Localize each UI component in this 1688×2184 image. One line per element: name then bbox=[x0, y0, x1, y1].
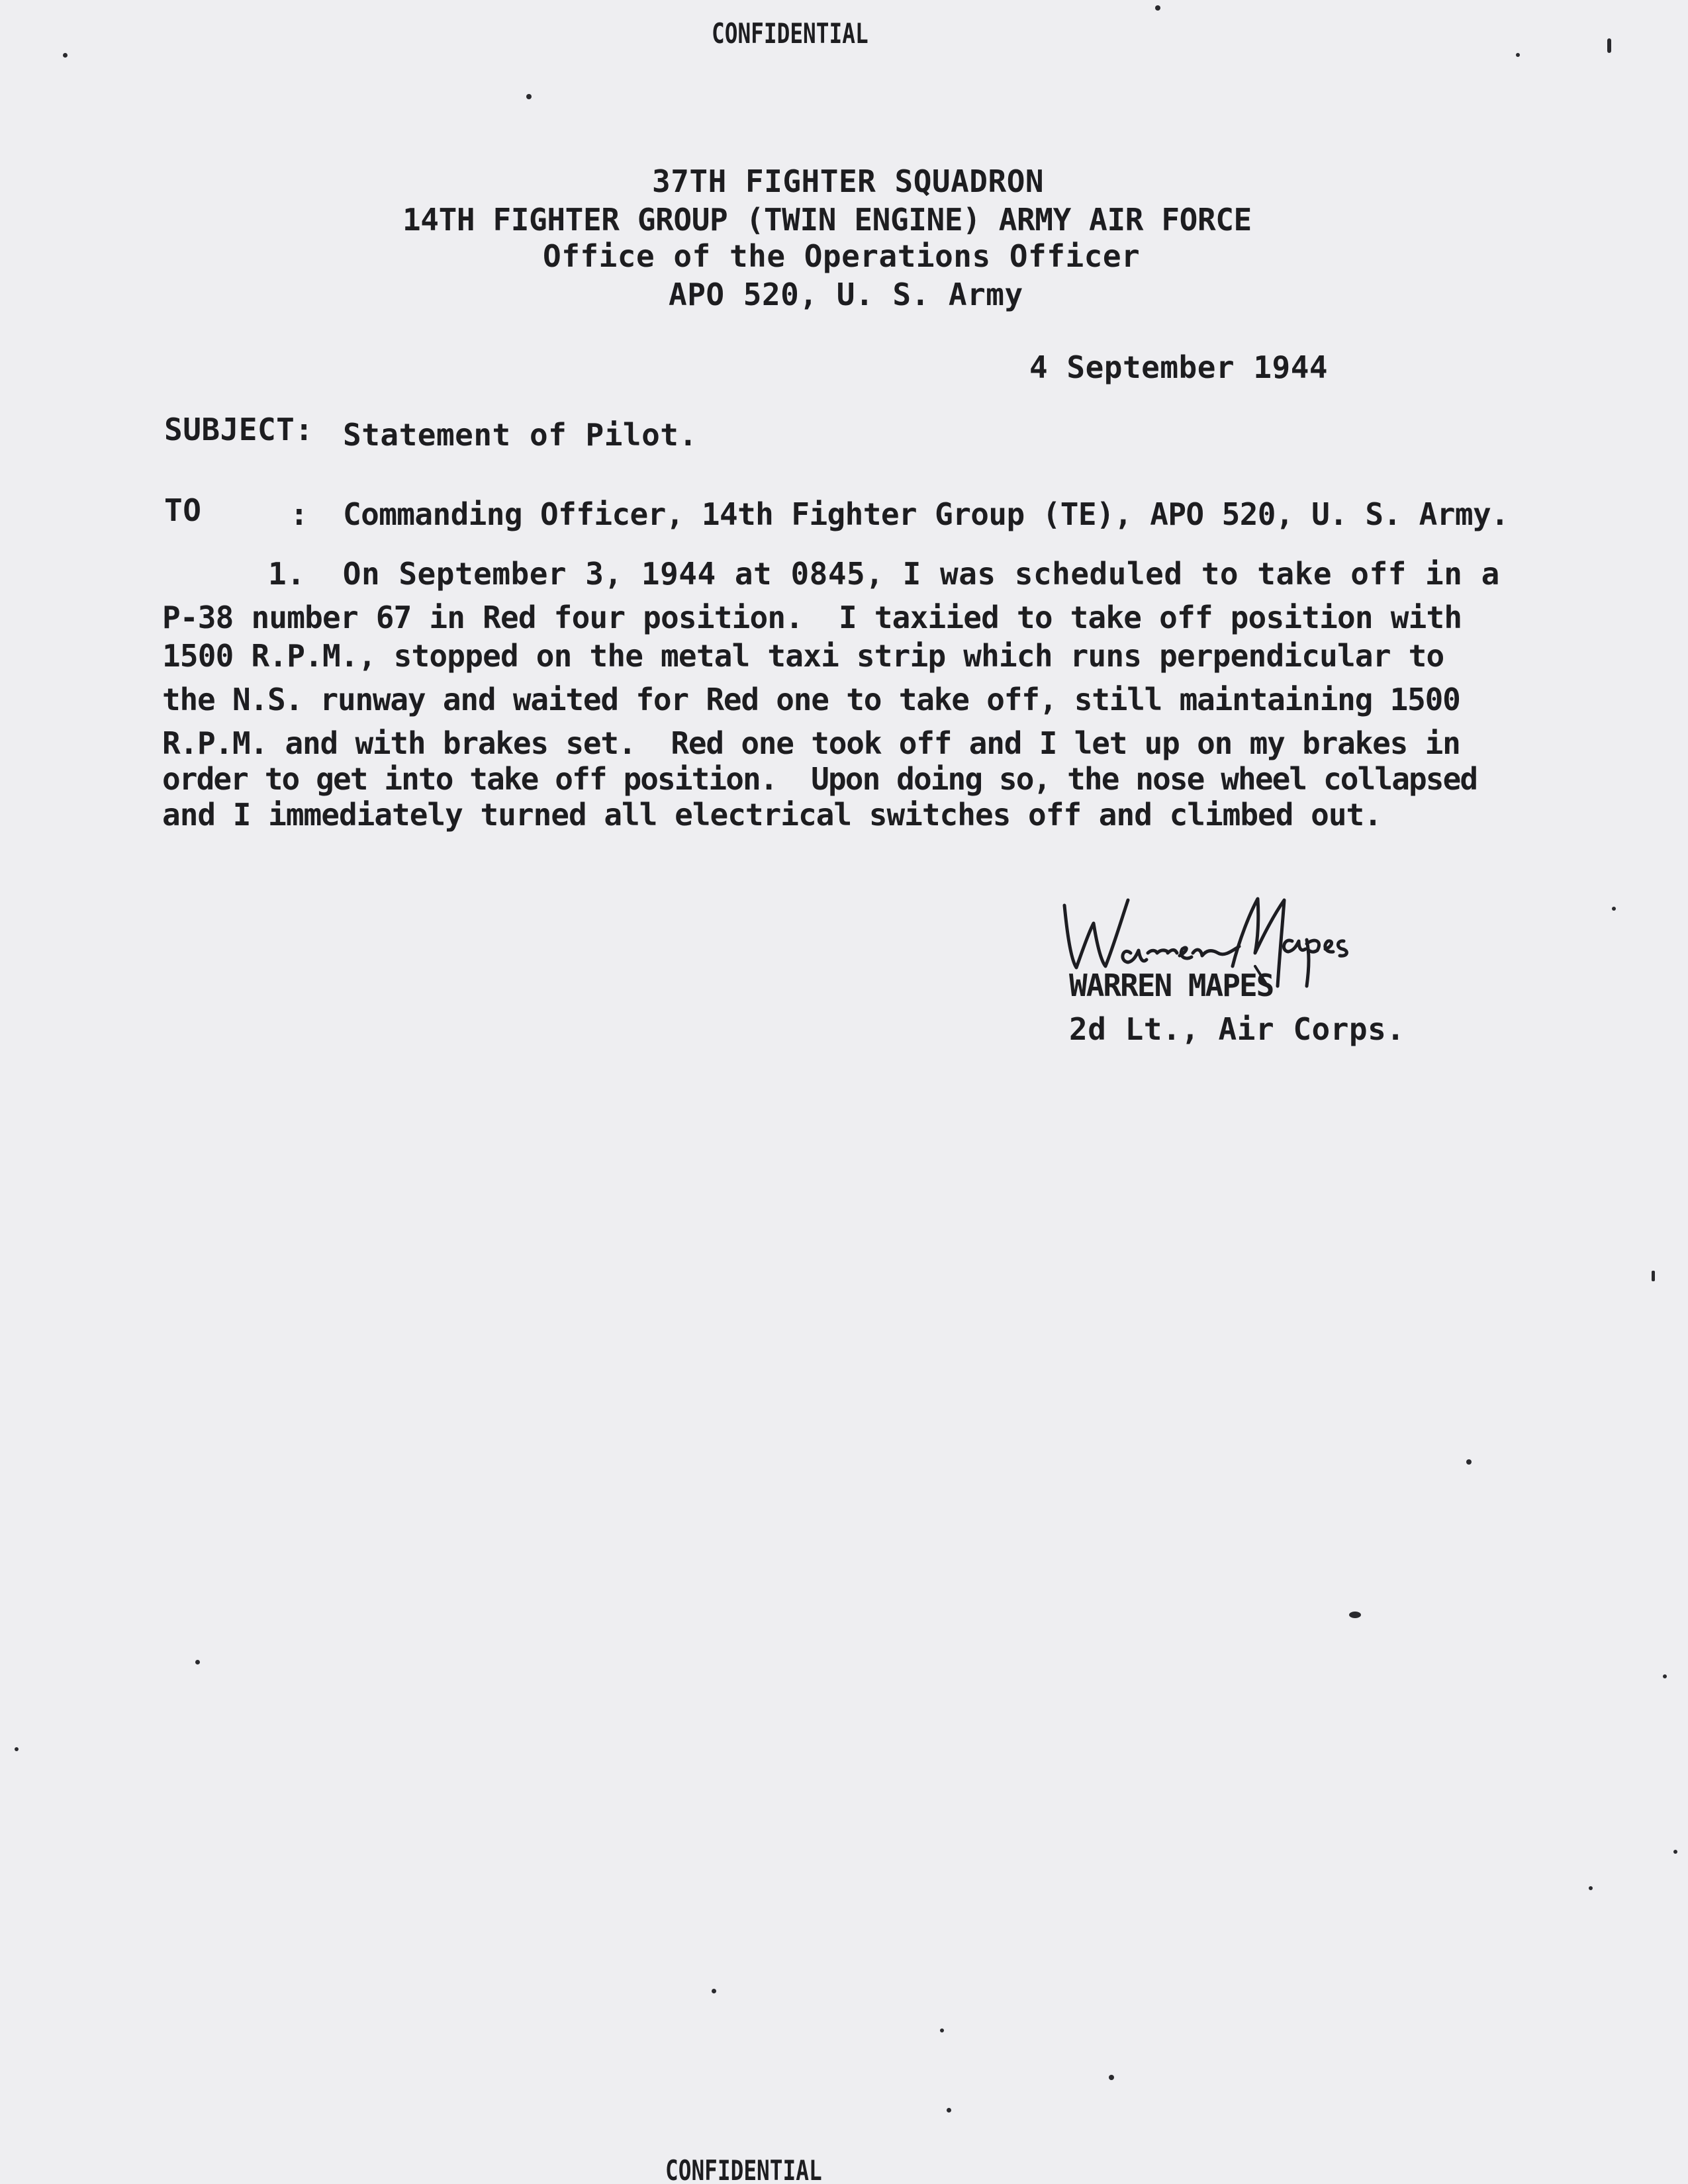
body-line: order to get into take off position. Upon doing so, the nose wheel collapsed bbox=[162, 761, 1477, 797]
letterhead-office: Office of the Operations Officer bbox=[543, 238, 1141, 274]
to-colon: : bbox=[290, 496, 309, 532]
to-text: Commanding Officer, 14th Fighter Group (TE), APO 520, U. S. Army. bbox=[343, 496, 1509, 532]
scan-speck bbox=[526, 94, 532, 99]
document-date: 4 September 1944 bbox=[1029, 349, 1329, 385]
scan-speck bbox=[195, 1660, 200, 1664]
body-line: P-38 number 67 in Red four position. I taxiied to take off position with bbox=[162, 600, 1462, 635]
to-label: TO bbox=[164, 492, 202, 528]
scan-speck bbox=[63, 53, 68, 58]
scan-speck bbox=[1607, 38, 1611, 53]
scan-speck bbox=[712, 1989, 716, 1993]
body-line: and I immediately turned all electrical switches off and climbed out. bbox=[162, 797, 1382, 833]
scan-speck bbox=[1466, 1459, 1472, 1465]
scan-speck bbox=[15, 1747, 19, 1751]
letterhead-apo: APO 520, U. S. Army bbox=[669, 277, 1023, 312]
subject-text: Statement of Pilot. bbox=[343, 417, 698, 453]
scan-speck bbox=[940, 2028, 944, 2032]
body-line: the N.S. runway and waited for Red one to take off, still maintaining 1500 bbox=[162, 682, 1460, 717]
classification-bottom: CONFIDENTIAL bbox=[665, 2154, 822, 2184]
scan-speck bbox=[1652, 1271, 1655, 1281]
letterhead-squadron: 37TH FIGHTER SQUADRON bbox=[652, 163, 1045, 199]
subject-label: SUBJECT: bbox=[164, 412, 314, 447]
body-line: 1. On September 3, 1944 at 0845, I was scheduled to take off in a bbox=[268, 556, 1500, 592]
classification-top: CONFIDENTIAL bbox=[712, 17, 868, 50]
scan-speck bbox=[1589, 1886, 1593, 1890]
letterhead-group: 14TH FIGHTER GROUP (TWIN ENGINE) ARMY AIR FORCE bbox=[402, 202, 1252, 238]
scan-speck bbox=[1663, 1674, 1667, 1678]
scan-speck bbox=[1349, 1612, 1361, 1618]
scan-speck bbox=[947, 2108, 951, 2113]
body-line: R.P.M. and with brakes set. Red one took off and I let up on my brakes in bbox=[162, 725, 1460, 761]
body-line: 1500 R.P.M., stopped on the metal taxi strip which runs perpendicular to bbox=[162, 638, 1444, 674]
scan-speck bbox=[1516, 53, 1520, 57]
scan-speck bbox=[1612, 907, 1616, 911]
scan-speck bbox=[1673, 1850, 1677, 1854]
scan-speck bbox=[1109, 2075, 1114, 2080]
signatory-rank: 2d Lt., Air Corps. bbox=[1069, 1011, 1405, 1047]
scan-speck bbox=[1155, 5, 1160, 11]
signatory-name: WARREN MAPES bbox=[1069, 968, 1274, 1003]
